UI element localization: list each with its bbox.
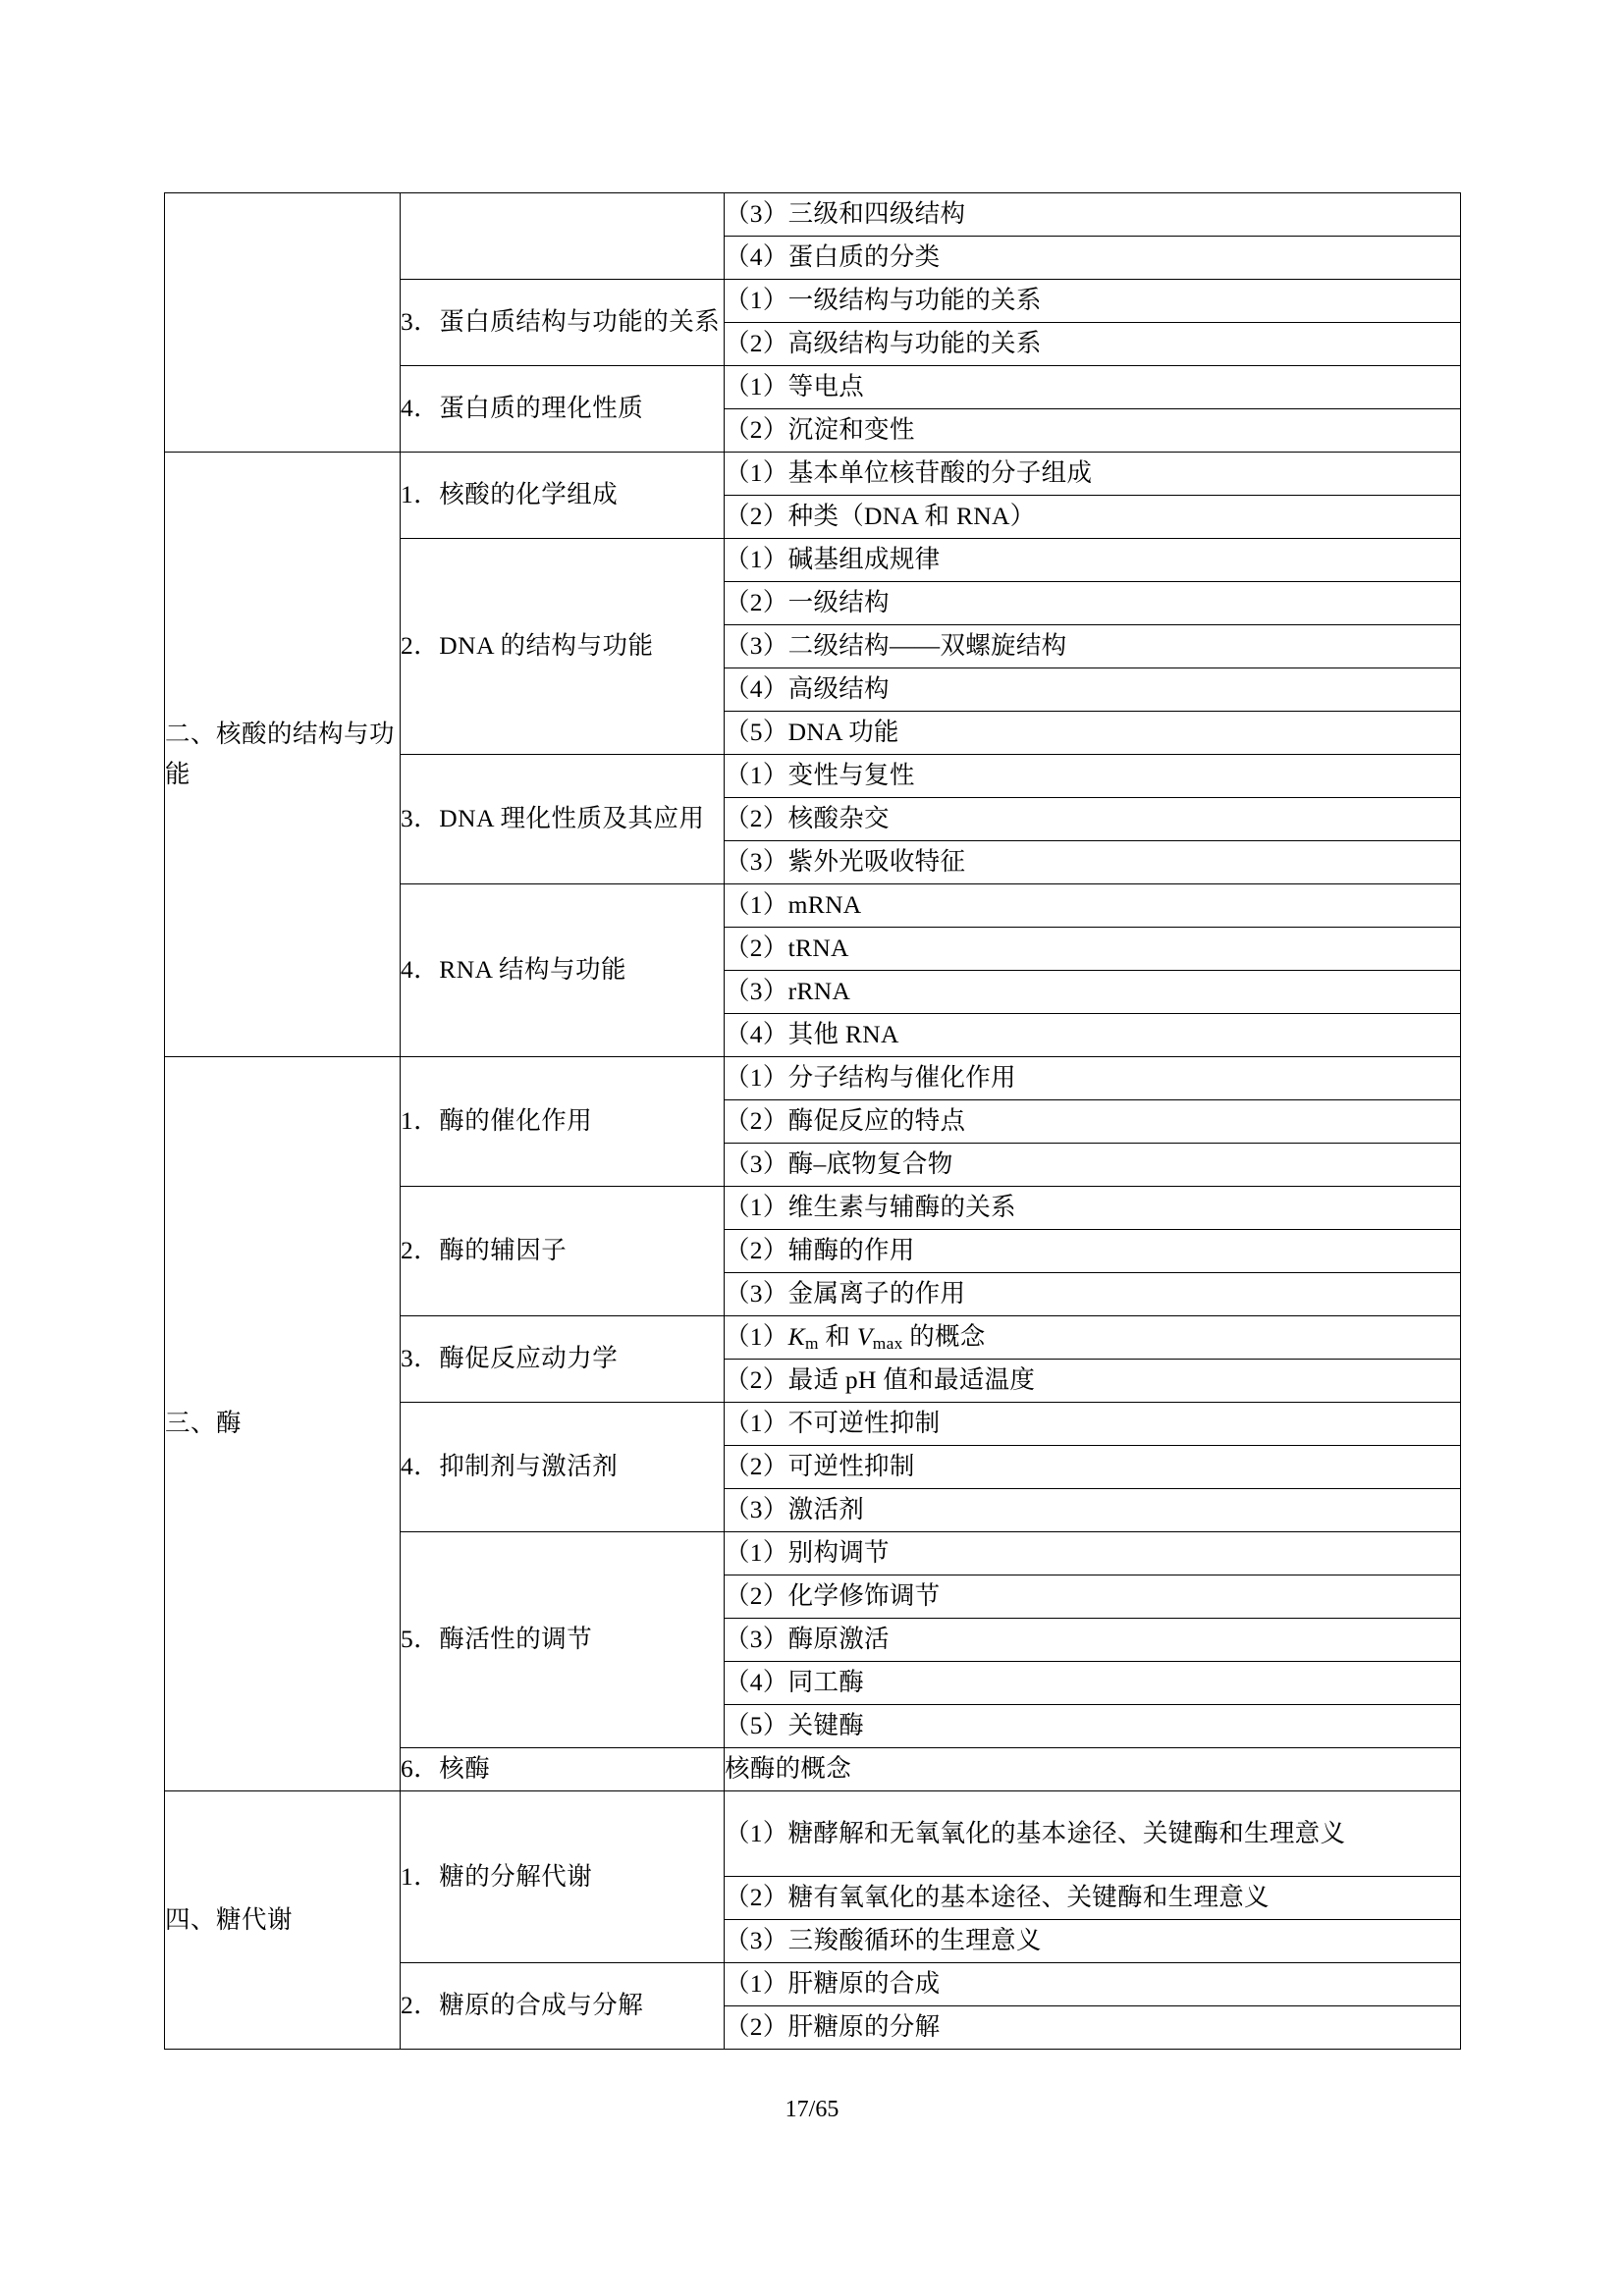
detail-item-cell: （1）等电点 bbox=[725, 366, 1461, 409]
syllabus-table-container bbox=[164, 192, 1460, 2050]
detail-item-cell: 核酶的概念 bbox=[725, 1748, 1461, 1791]
detail-item-cell: （2）一级结构 bbox=[725, 582, 1461, 625]
section-label-cell: 四、糖代谢 bbox=[165, 1791, 401, 2050]
topic-label-cell: 2．DNA 的结构与功能 bbox=[401, 539, 725, 755]
topic-label-cell: 3．酶促反应动力学 bbox=[401, 1316, 725, 1403]
detail-item-cell: （1）别构调节 bbox=[725, 1532, 1461, 1575]
topic-label-cell: 1．核酸的化学组成 bbox=[401, 453, 725, 539]
detail-item-cell: （3）二级结构——双螺旋结构 bbox=[725, 625, 1461, 668]
detail-item-cell: （2）可逆性抑制 bbox=[725, 1446, 1461, 1489]
detail-item-cell: （3）酶原激活 bbox=[725, 1619, 1461, 1662]
topic-label-cell: 3．DNA 理化性质及其应用 bbox=[401, 755, 725, 884]
section-label-cell bbox=[165, 193, 401, 453]
topic-label-cell: 4．抑制剂与激活剂 bbox=[401, 1403, 725, 1532]
topic-label-cell: 1．酶的催化作用 bbox=[401, 1057, 725, 1187]
detail-item-cell: （3）rRNA bbox=[725, 971, 1461, 1014]
detail-item-cell: （2）化学修饰调节 bbox=[725, 1575, 1461, 1619]
detail-item-cell: （2）辅酶的作用 bbox=[725, 1230, 1461, 1273]
topic-label-cell: 5．酶活性的调节 bbox=[401, 1532, 725, 1748]
detail-item-cell: （1）变性与复性 bbox=[725, 755, 1461, 798]
topic-label-cell: 3．蛋白质结构与功能的关系 bbox=[401, 280, 725, 366]
detail-item-cell: （2）糖有氧氧化的基本途径、关键酶和生理意义 bbox=[725, 1877, 1461, 1920]
detail-item-cell: （3）三羧酸循环的生理意义 bbox=[725, 1920, 1461, 1963]
detail-item-cell: （1）糖酵解和无氧氧化的基本途径、关键酶和生理意义 bbox=[725, 1791, 1461, 1877]
topic-label-cell: 6．核酶 bbox=[401, 1748, 725, 1791]
detail-item-cell: （5）关键酶 bbox=[725, 1705, 1461, 1748]
detail-item-cell: （2）最适 pH 值和最适温度 bbox=[725, 1360, 1461, 1403]
detail-item-cell: （4）蛋白质的分类 bbox=[725, 237, 1461, 280]
detail-item-cell: （2）肝糖原的分解 bbox=[725, 2006, 1461, 2050]
detail-item-cell: $(1)K_m$ 和 $V_{max}$ 的概念 bbox=[725, 1316, 1461, 1360]
detail-item-cell: （3）三级和四级结构 bbox=[725, 193, 1461, 237]
detail-item-cell: （1）肝糖原的合成 bbox=[725, 1963, 1461, 2006]
topic-label-cell: 1．糖的分解代谢 bbox=[401, 1791, 725, 1963]
detail-item-cell: （2）tRNA bbox=[725, 928, 1461, 971]
detail-item-cell: （4）高级结构 bbox=[725, 668, 1461, 712]
detail-item-cell: （1）维生素与辅酶的关系 bbox=[725, 1187, 1461, 1230]
topic-label-cell bbox=[401, 193, 725, 280]
topic-label-cell: 4．蛋白质的理化性质 bbox=[401, 366, 725, 453]
table-row bbox=[165, 1057, 1461, 1100]
table-row bbox=[165, 1791, 1461, 1877]
detail-item-cell: （1）mRNA bbox=[725, 884, 1461, 928]
detail-item-cell: （4）其他 RNA bbox=[725, 1014, 1461, 1057]
table-row bbox=[165, 193, 1461, 237]
topic-label-cell: 4．RNA 结构与功能 bbox=[401, 884, 725, 1057]
detail-item-cell: （3）金属离子的作用 bbox=[725, 1273, 1461, 1316]
detail-item-cell: （1）一级结构与功能的关系 bbox=[725, 280, 1461, 323]
detail-item-cell: （2）高级结构与功能的关系 bbox=[725, 323, 1461, 366]
detail-item-cell: （2）沉淀和变性 bbox=[725, 409, 1461, 453]
syllabus-table-body bbox=[165, 193, 1461, 2050]
detail-item-cell: （2）酶促反应的特点 bbox=[725, 1100, 1461, 1144]
detail-item-cell: （3）酶–底物复合物 bbox=[725, 1144, 1461, 1187]
detail-item-cell: （1）不可逆性抑制 bbox=[725, 1403, 1461, 1446]
detail-item-cell: （2）核酸杂交 bbox=[725, 798, 1461, 841]
topic-label-cell: 2．糖原的合成与分解 bbox=[401, 1963, 725, 2050]
page-number: 17/65 bbox=[785, 2097, 839, 2122]
syllabus-table bbox=[164, 192, 1461, 2050]
detail-item-cell: （1）基本单位核苷酸的分子组成 bbox=[725, 453, 1461, 496]
detail-item-cell: （5）DNA 功能 bbox=[725, 712, 1461, 755]
section-label-cell: 三、酶 bbox=[165, 1057, 401, 1791]
topic-label-cell: 2．酶的辅因子 bbox=[401, 1187, 725, 1316]
detail-item-cell: （1）碱基组成规律 bbox=[725, 539, 1461, 582]
detail-item-cell: （3）激活剂 bbox=[725, 1489, 1461, 1532]
detail-item-cell: （4）同工酶 bbox=[725, 1662, 1461, 1705]
section-label-cell: 二、核酸的结构与功能 bbox=[165, 453, 401, 1057]
detail-item-cell: （3）紫外光吸收特征 bbox=[725, 841, 1461, 884]
detail-item-cell: （2）种类（DNA 和 RNA） bbox=[725, 496, 1461, 539]
detail-item-cell: （1）分子结构与催化作用 bbox=[725, 1057, 1461, 1100]
table-row bbox=[165, 453, 1461, 496]
